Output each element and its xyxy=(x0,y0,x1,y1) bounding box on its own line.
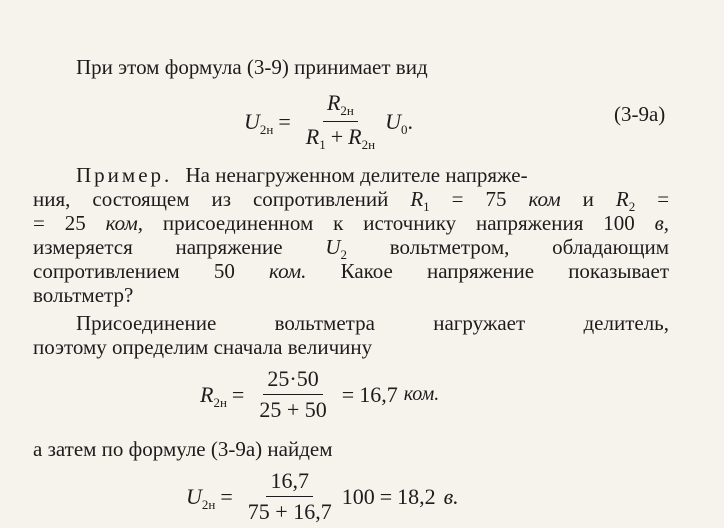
para2-line-2: поэтому определим сначала величину xyxy=(33,335,373,359)
formula1-rhs: $U_0$ xyxy=(385,108,408,137)
then-text: а затем по формуле (3-9а) найдем xyxy=(33,437,333,461)
example-line-1: Пример. На ненагруженном делителе напряже- xyxy=(76,163,528,187)
example-line-6: вольтметр? xyxy=(33,283,134,307)
formula2-fraction xyxy=(255,366,330,423)
formula3-denominator: 75 + 16,7 xyxy=(247,499,332,524)
example-line-2: ния, состоящем из сопротивлений $R_1 = 75$ ком и $R_2$ = xyxy=(33,187,670,214)
example-line-4: измеряется напряжение $U_2$ вольтметром, обладающим xyxy=(33,235,670,262)
formula1-fraction xyxy=(302,90,379,153)
formula3-numerator: 16,7 xyxy=(266,468,313,497)
formula2-unit: ком. xyxy=(403,383,440,405)
formula2-equals: = xyxy=(231,381,245,407)
formula2-lhs: $R_{2н}$ xyxy=(200,381,227,410)
formula2-denominator: 25 + 50 xyxy=(259,397,327,422)
formula3-multiplier: 100 xyxy=(341,483,375,509)
formula1-denominator: $R_1 + R_{2н}$ xyxy=(305,124,376,152)
para2-line-1: Присоединение вольтметра нагружает делитель, xyxy=(76,311,669,335)
formula1-lhs: $U_{2н}$ xyxy=(244,108,274,137)
formula3-equals: = xyxy=(220,483,233,509)
formula1-numerator: $R_{2н}$ xyxy=(323,90,358,122)
formula1-equals: = xyxy=(278,108,291,134)
formula2-result: 16,7 xyxy=(359,381,398,407)
example-line-5: сопротивлением 50 ком. Какое напряжение показывает xyxy=(33,259,670,283)
formula3-result: 18,2 xyxy=(397,483,436,509)
formula3-lhs: $U_{2н}$ xyxy=(186,483,216,512)
formula2-numerator: 25·50 xyxy=(263,366,322,395)
formula3-fraction xyxy=(244,468,336,525)
example-line-3: = 25 ком, присоединенном к источнику напряжения 100 в, xyxy=(33,211,669,235)
formula-r2n: $R_{2н}$ = $\frac{25\cdot 50}{25 + 50}$ = 16,7 ком. xyxy=(200,366,440,422)
formula-3-9a: $U_{2н}$ = $\frac{R_{2н}}{R_1 + R_{2н}}$ $U_0$ . xyxy=(244,90,413,152)
example-heading: Пример. xyxy=(76,163,173,187)
formula3-unit: в. xyxy=(443,483,459,509)
intro-text: При этом формула (3-9) принимает вид xyxy=(76,55,428,79)
formula-u2n: $U_{2н}$ = $\frac{16,7}{75 + 16,7}$ 100 = 18,2 в. xyxy=(186,468,459,524)
equation-number: (3-9а) xyxy=(614,102,666,126)
